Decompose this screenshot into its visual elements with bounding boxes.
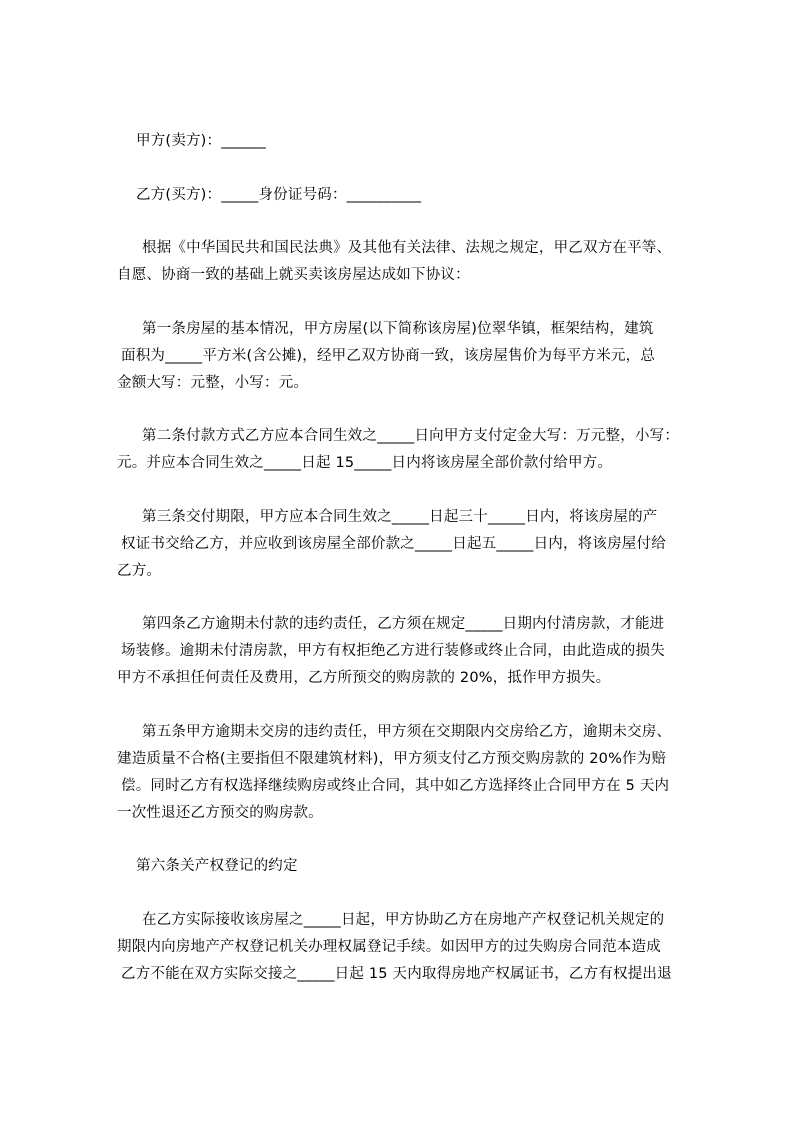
intro-line-1: 根据《中华国民共和国民法典》及其他有关法律、法规之规定，甲乙双方在平等、 <box>142 240 672 256</box>
article3-line-2: 权证书交给乙方，并应收到该房屋全部价款之_____日起五_____日内，将该房屋付给 <box>121 536 666 552</box>
article4-line-2: 场装修。逾期未付清房款，甲方有权拒绝乙方进行装修或终止合同，由此造成的损失 <box>121 643 665 659</box>
article6-line-1: 在乙方实际接收该房屋之_____日起，甲方协助乙方在房地产产权登记机关规定的 <box>142 912 665 928</box>
article1-line-1: 第一条房屋的基本情况，甲方房屋(以下简称该房屋)位翠华镇，框架结构，建筑 <box>142 321 654 337</box>
article5-line-1: 第五条甲方逾期未交房的违约责任，甲方须在交期限内交房给乙方，逾期未交房、 <box>142 724 672 740</box>
article5-line-4: 一次性退还乙方预交的购房款。 <box>117 805 323 821</box>
party-a-line: 甲方(卖方)：______ <box>136 133 266 149</box>
article3-line-1: 第三条交付期限，甲方应本合同生效之_____日起三十_____日内，将该房屋的产 <box>142 509 658 525</box>
article4-line-3: 甲方不承担任何责任及费用，乙方所预交的购房款的 20%，抵作甲方损失。 <box>117 670 611 686</box>
article2-line-1: 第二条付款方式乙方应本合同生效之_____日向甲方支付定金大写：万元整，小写： <box>142 428 680 444</box>
article4-line-1: 第四条乙方逾期未付款的违约责任，乙方须在规定_____日期内付清房款，才能进 <box>142 616 665 632</box>
article5-line-2: 建造质量不合格(主要指但不限建筑材料)，甲方须支付乙方预交购房款的 20%作为赔 <box>117 751 667 767</box>
article3-line-3: 乙方。 <box>117 563 162 579</box>
article1-line-3: 金额大写：元整，小写：元。 <box>117 375 309 391</box>
article1-line-2: 面积为_____平方米(含公摊)，经甲乙双方协商一致，该房屋售价为每平方米元，总 <box>121 348 656 364</box>
article6-title: 第六条关产权登记的约定 <box>136 858 298 874</box>
intro-line-2: 自愿、协商一致的基础上就买卖该房屋达成如下协议： <box>117 267 470 283</box>
article2-line-2: 元。并应本合同生效之_____日起 15_____日内将该房屋全部价款付给甲方。 <box>117 455 613 471</box>
article6-line-3: 乙方不能在双方实际交接之_____日起 15 天内取得房地产权属证书，乙方有权提出退 <box>121 966 672 982</box>
article6-line-2: 期限内向房地产产权登记机关办理权属登记手续。如因甲方的过失购房合同范本造成 <box>117 939 661 955</box>
party-b-line: 乙方(买方)：_____身份证号码：__________ <box>136 187 422 203</box>
article5-line-3: 偿。同时乙方有权选择继续购房或终止合同，其中如乙方选择终止合同甲方在 5 天内 <box>121 778 670 794</box>
